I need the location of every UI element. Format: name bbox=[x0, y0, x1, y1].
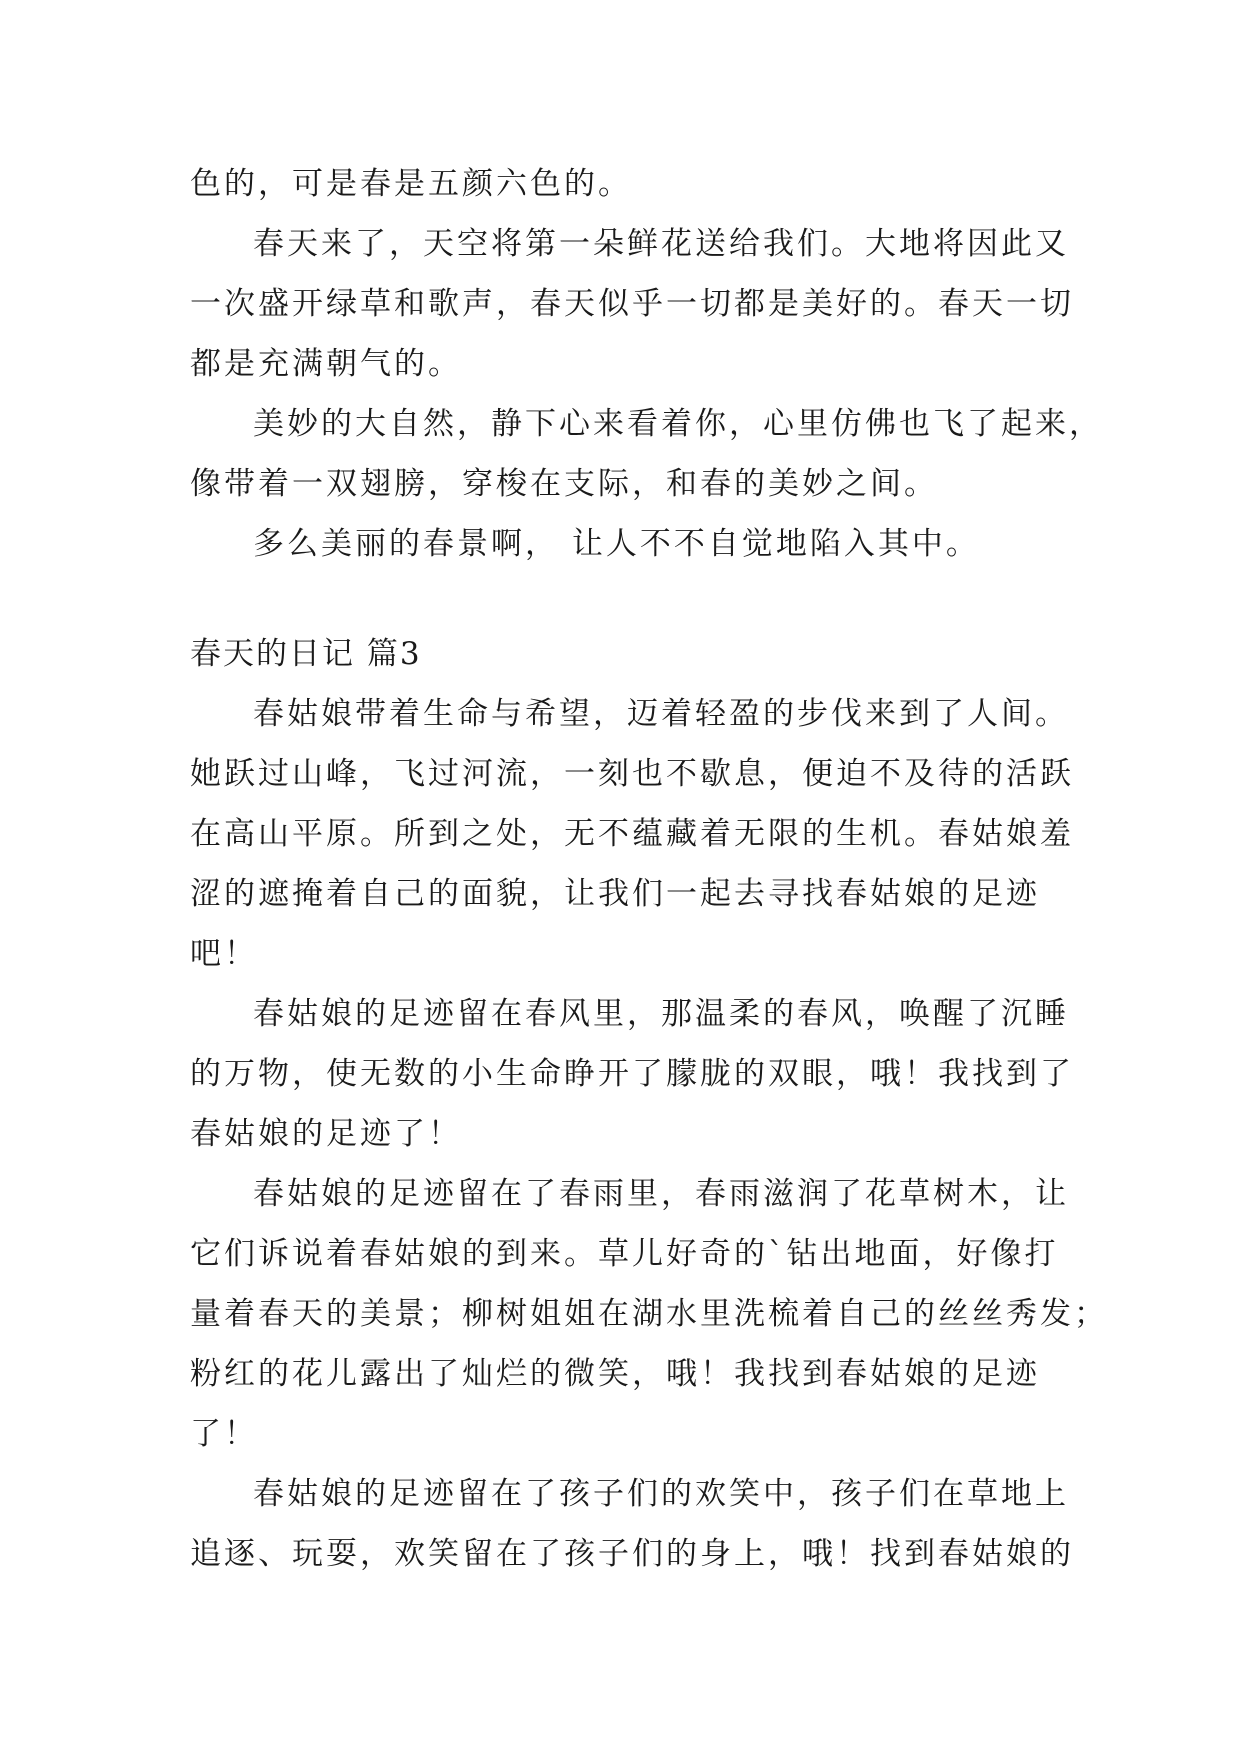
section-heading: 春天的日记 篇3 bbox=[190, 636, 422, 672]
text-line: 追逐、玩耍，欢笑留在了孩子们的身上，哦！找到春姑娘的 bbox=[190, 1536, 1074, 1572]
paragraph-first-line: 美妙的大自然，静下心来看着你，心里仿佛也飞了起来， bbox=[253, 406, 1103, 442]
paragraph-first-line: 春姑娘的足迹留在春风里，那温柔的春风，唤醒了沉睡 bbox=[253, 996, 1069, 1032]
paragraph-first-line: 春姑娘的足迹留在了孩子们的欢笑中，孩子们在草地上 bbox=[253, 1476, 1069, 1512]
paragraph-first-line: 多么美丽的春景啊， 让人不不自觉地陷入其中。 bbox=[253, 526, 980, 562]
paragraph-first-line: 春姑娘带着生命与希望，迈着轻盈的步伐来到了人间。 bbox=[253, 696, 1069, 732]
paragraph-first-line: 春姑娘的足迹留在了春雨里，春雨滋润了花草树木，让 bbox=[253, 1176, 1069, 1212]
text-line: 色的，可是春是五颜六色的。 bbox=[190, 166, 632, 202]
text-line: 都是充满朝气的。 bbox=[190, 346, 462, 382]
text-line: 粉红的花儿露出了灿烂的微笑，哦！我找到春姑娘的足迹 bbox=[190, 1356, 1040, 1392]
text-line: 像带着一双翅膀，穿梭在支际，和春的美妙之间。 bbox=[190, 466, 938, 502]
text-line: 涩的遮掩着自己的面貌，让我们一起去寻找春姑娘的足迹 bbox=[190, 876, 1040, 912]
text-line: 它们诉说着春姑娘的到来。草儿好奇的`钻出地面，好像打 bbox=[190, 1236, 1059, 1272]
text-line: 在高山平原。所到之处，无不蕴藏着无限的生机。春姑娘羞 bbox=[190, 816, 1074, 852]
paragraph-first-line: 春天来了，天空将第一朵鲜花送给我们。大地将因此又 bbox=[253, 226, 1069, 262]
text-line: 她跃过山峰，飞过河流，一刻也不歇息，便迫不及待的活跃 bbox=[190, 756, 1074, 792]
text-line: 了！ bbox=[190, 1416, 258, 1452]
text-line: 春姑娘的足迹了！ bbox=[190, 1116, 462, 1152]
text-line: 吧！ bbox=[190, 936, 258, 972]
text-line: 量着春天的美景；柳树姐姐在湖水里洗梳着自己的丝丝秀发； bbox=[190, 1296, 1108, 1332]
text-line: 的万物，使无数的小生命睁开了朦胧的双眼，哦！我找到了 bbox=[190, 1056, 1074, 1092]
text-line: 一次盛开绿草和歌声，春天似乎一切都是美好的。春天一切 bbox=[190, 286, 1074, 322]
